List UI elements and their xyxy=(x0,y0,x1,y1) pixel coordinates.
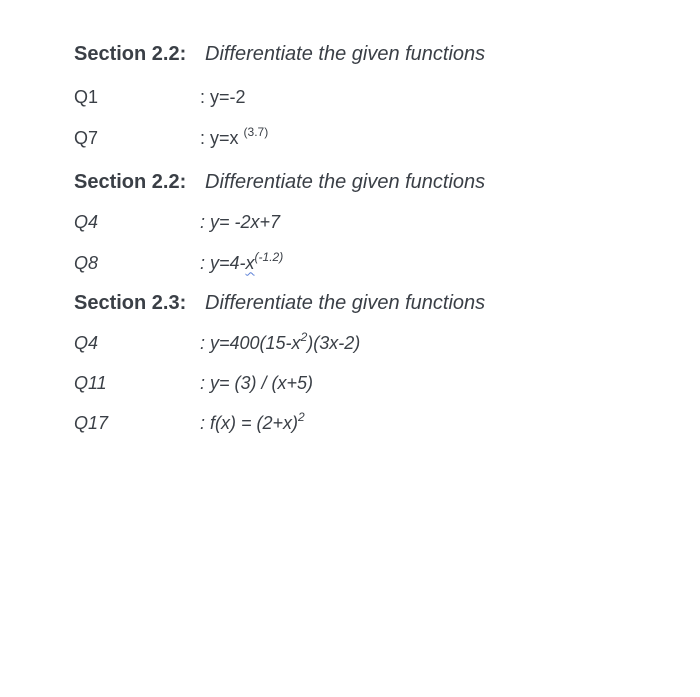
section-label: Section 2.3: xyxy=(74,291,187,314)
section-description: Differentiate the given functions xyxy=(205,42,486,65)
question-label: Q17 xyxy=(74,412,109,433)
exponent: 2 xyxy=(300,329,308,344)
question-row xyxy=(74,123,268,153)
question-expression xyxy=(200,124,269,149)
expression-prefix: : f(x) = (2+x) xyxy=(200,412,299,433)
question-expression xyxy=(200,249,284,274)
section-label: Section 2.2: xyxy=(74,42,187,65)
question-row xyxy=(74,368,313,398)
expression-suffix: )(3x-2) xyxy=(307,332,361,353)
question-label: Q4 xyxy=(74,211,99,232)
question-expression xyxy=(200,409,305,434)
question-label: Q1 xyxy=(74,86,99,107)
section-heading xyxy=(74,288,485,318)
expression-prefix: : y=400(15-x xyxy=(200,332,301,353)
exponent: (-1.2) xyxy=(254,249,284,264)
question-row xyxy=(74,328,360,358)
question-row xyxy=(74,82,246,112)
question-label: Q11 xyxy=(74,372,107,393)
exponent: 2 xyxy=(298,409,305,424)
section-description: Differentiate the given functions xyxy=(205,170,486,193)
section-description: Differentiate the given functions xyxy=(205,291,486,314)
question-expression: : y=-2 xyxy=(200,86,246,107)
question-label: Q8 xyxy=(74,252,99,273)
question-label: Q7 xyxy=(74,127,99,148)
expression-base: : y=x xyxy=(200,127,239,148)
spellcheck-underlined-x: x xyxy=(245,252,255,273)
question-row xyxy=(74,248,283,278)
question-row xyxy=(74,408,305,438)
question-expression: : y= (3) / (x+5) xyxy=(200,372,314,393)
section-heading xyxy=(74,167,485,197)
question-label: Q4 xyxy=(74,332,99,353)
question-expression xyxy=(200,329,361,354)
question-row xyxy=(74,207,280,237)
exponent: (3.7) xyxy=(243,124,269,139)
expression-prefix: : y=4- xyxy=(200,252,246,273)
section-label: Section 2.2: xyxy=(74,170,187,193)
section-heading xyxy=(74,39,485,69)
question-expression: : y= -2x+7 xyxy=(200,211,281,232)
